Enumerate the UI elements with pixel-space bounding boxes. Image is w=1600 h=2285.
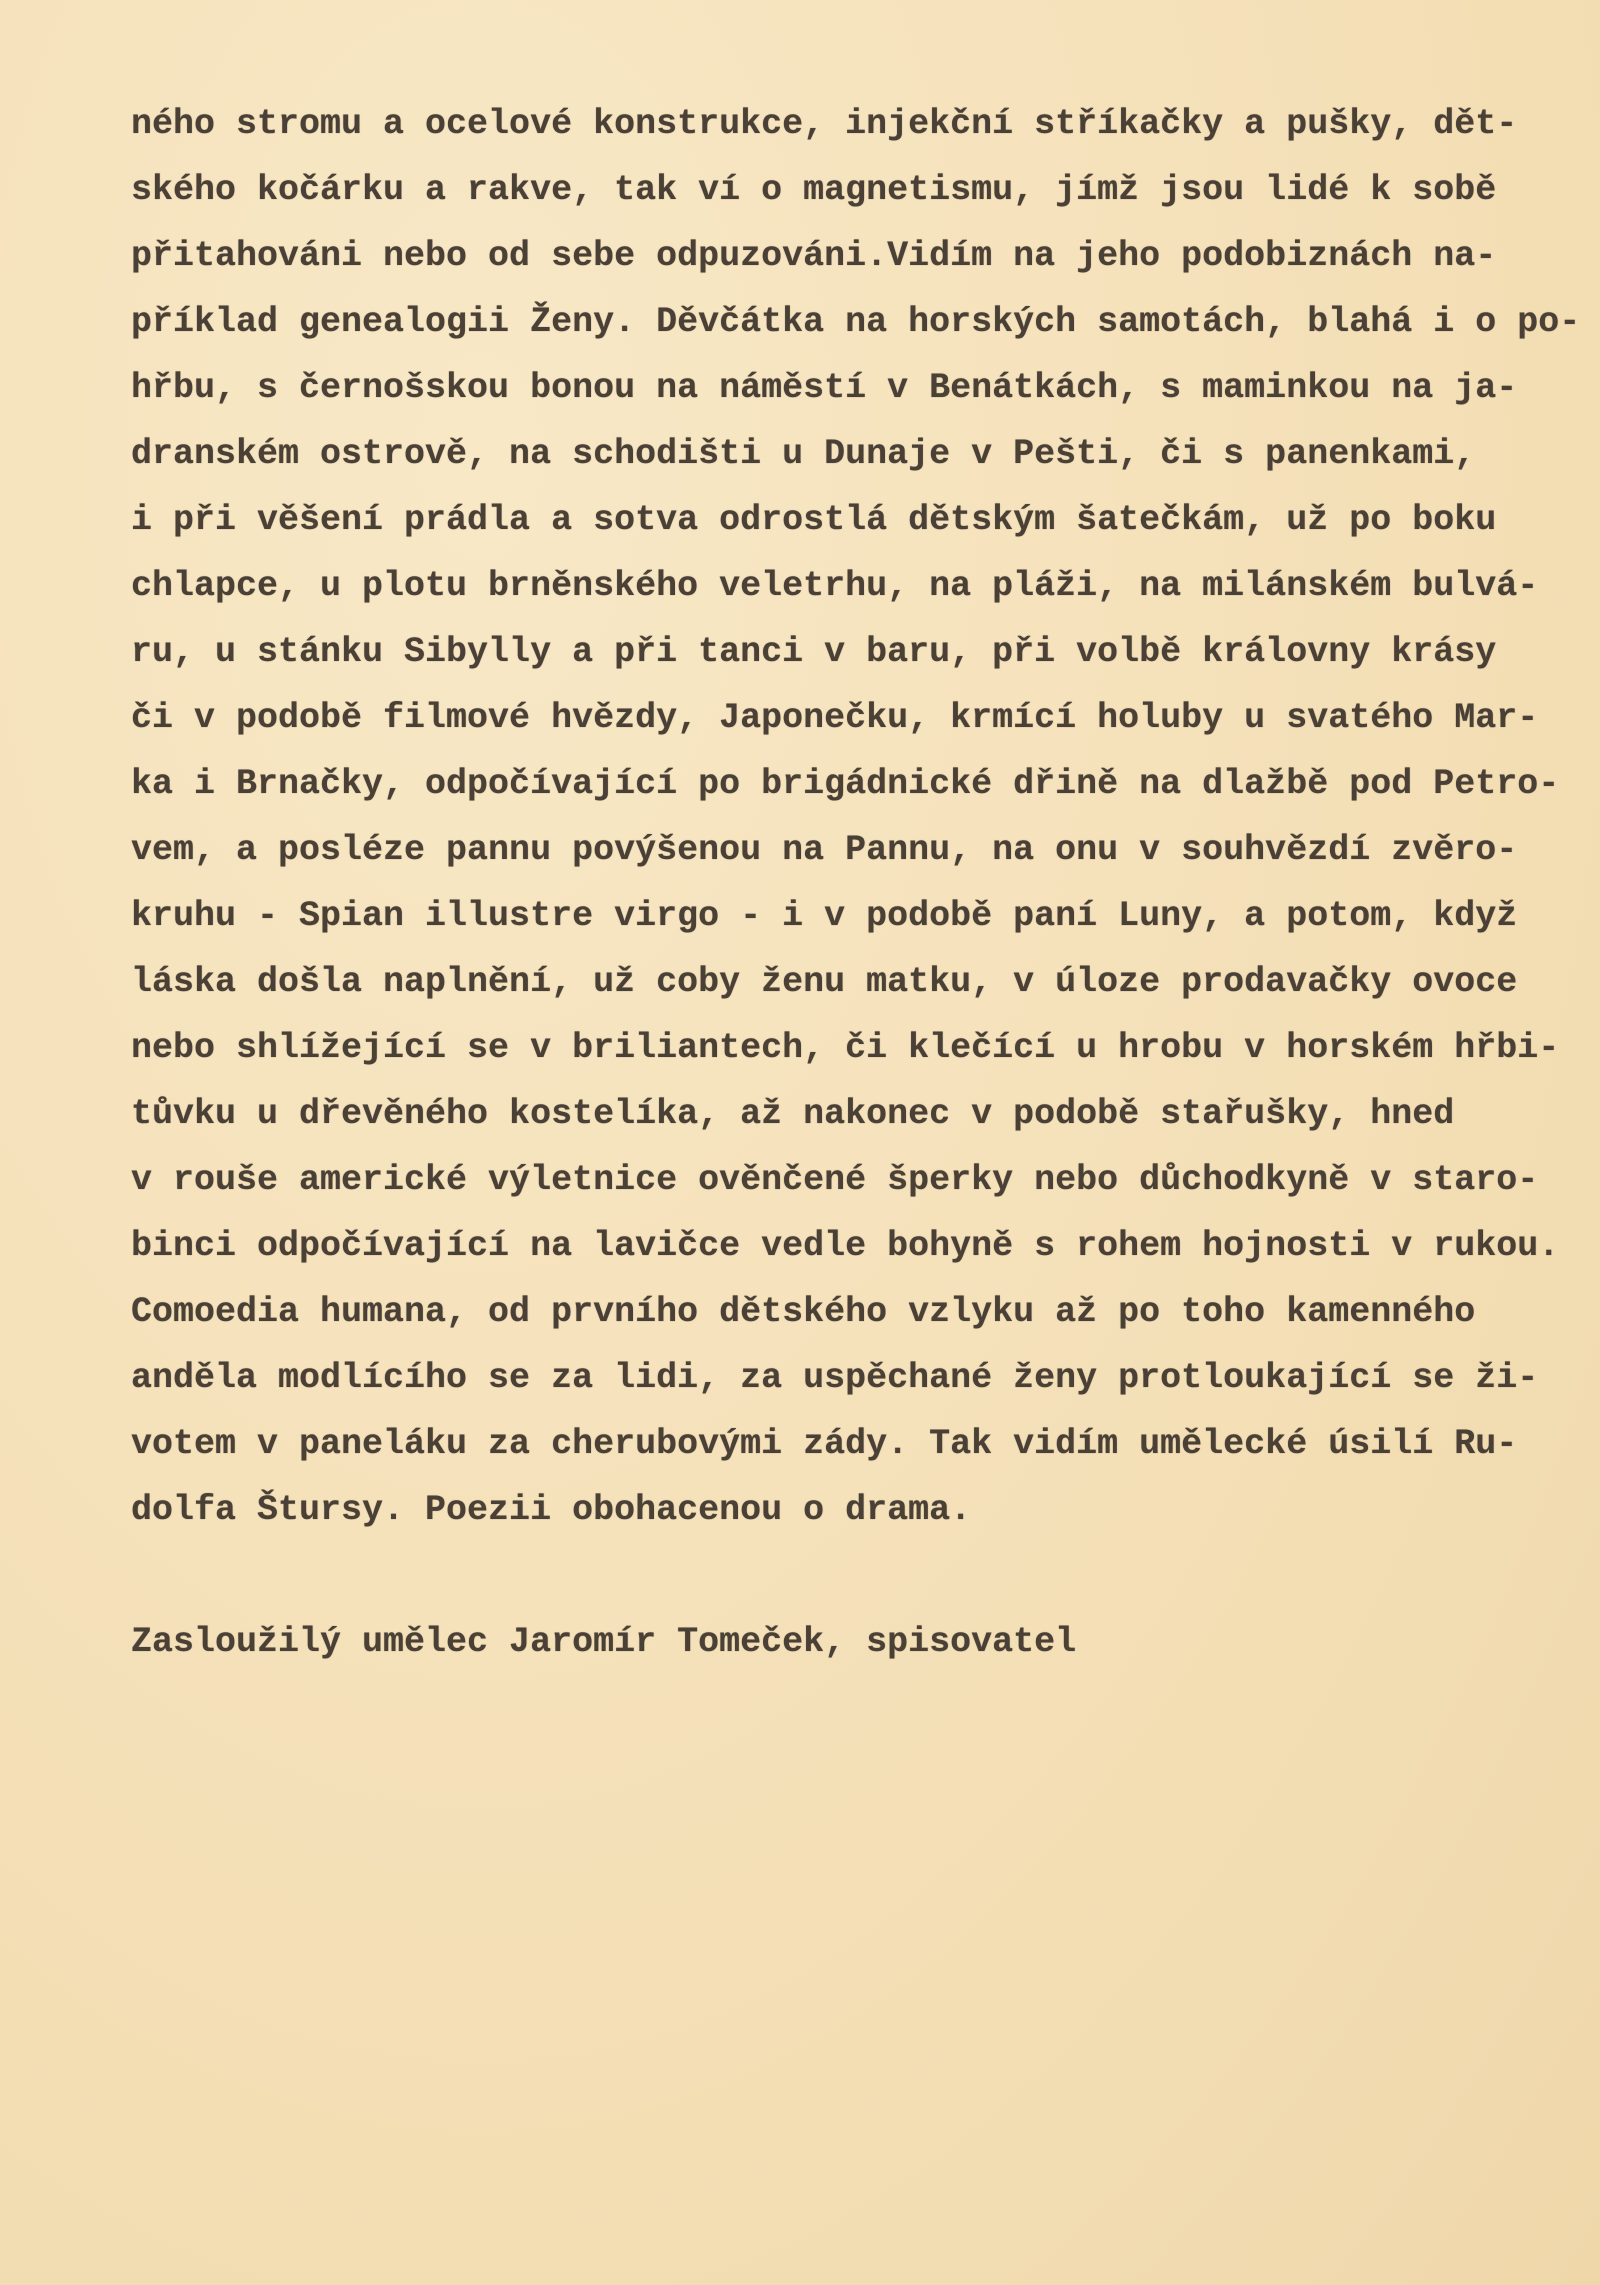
text-line: i při věšení prádla a sotva odrostlá dětským šatečkám, už po boku xyxy=(131,500,1497,540)
text-line: nebo shlížející se v briliantech, či klečící u hrobu v horském hřbi- xyxy=(131,1028,1560,1068)
text-line: ského kočárku a rakve, tak ví o magnetismu, jímž jsou lidé k sobě xyxy=(131,170,1497,210)
text-line: ného stromu a ocelové konstrukce, injekční stříkačky a pušky, dět- xyxy=(131,104,1518,144)
text-line: binci odpočívající na lavičce vedle bohyně s rohem hojnosti v rukou. xyxy=(131,1226,1560,1266)
text-line: ka i Brnačky, odpočívající po brigádnické dřině na dlažbě pod Petro- xyxy=(131,764,1560,804)
text-line: hřbu, s černošskou bonou na náměstí v Benátkách, s maminkou na ja- xyxy=(131,368,1518,408)
text-line: přitahováni nebo od sebe odpuzováni.Vidím na jeho podobiznách na- xyxy=(131,236,1497,276)
text-line: tůvku u dřevěného kostelíka, až nakonec v podobě stařušky, hned xyxy=(131,1094,1455,1134)
text-line: ru, u stánku Sibylly a při tanci v baru, při volbě královny krásy xyxy=(131,632,1497,672)
text-line: anděla modlícího se za lidi, za uspěchané ženy protloukající se ži- xyxy=(131,1358,1539,1398)
text-line: či v podobě filmové hvězdy, Japonečku, krmící holuby u svatého Mar- xyxy=(131,698,1539,738)
text-line: vem, a posléze pannu povýšenou na Pannu, na onu v souhvězdí zvěro- xyxy=(131,830,1518,870)
body-text xyxy=(131,91,1580,1543)
text-line: Comoedia humana, od prvního dětského vzlyku až po toho kamenného xyxy=(131,1292,1476,1332)
text-line: dranském ostrově, na schodišti u Dunaje v Pešti, či s panenkami, xyxy=(131,434,1476,474)
blank-line xyxy=(131,1543,1580,1609)
text-line: láska došla naplnění, už coby ženu matku, v úloze prodavačky ovoce xyxy=(131,962,1518,1002)
text-line: v rouše americké výletnice ověnčené šperky nebo důchodkyně v staro- xyxy=(131,1160,1539,1200)
text-line: kruhu - Spian illustre virgo - i v podobě paní Luny, a potom, když xyxy=(131,896,1518,936)
text-line: chlapce, u plotu brněnského veletrhu, na pláži, na milánském bulvá- xyxy=(131,566,1539,606)
text-line: dolfa Štursy. Poezii obohacenou o drama. xyxy=(131,1490,972,1530)
signature-line: Zasloužilý umělec Jaromír Tomeček, spisovatel xyxy=(131,1622,1077,1662)
text-line: votem v paneláku za cherubovými zády. Tak vidím umělecké úsilí Ru- xyxy=(131,1424,1518,1464)
typewritten-page xyxy=(131,91,1580,1675)
text-line: příklad genealogii Ženy. Děvčátka na horských samotách, blahá i o po- xyxy=(131,302,1581,342)
